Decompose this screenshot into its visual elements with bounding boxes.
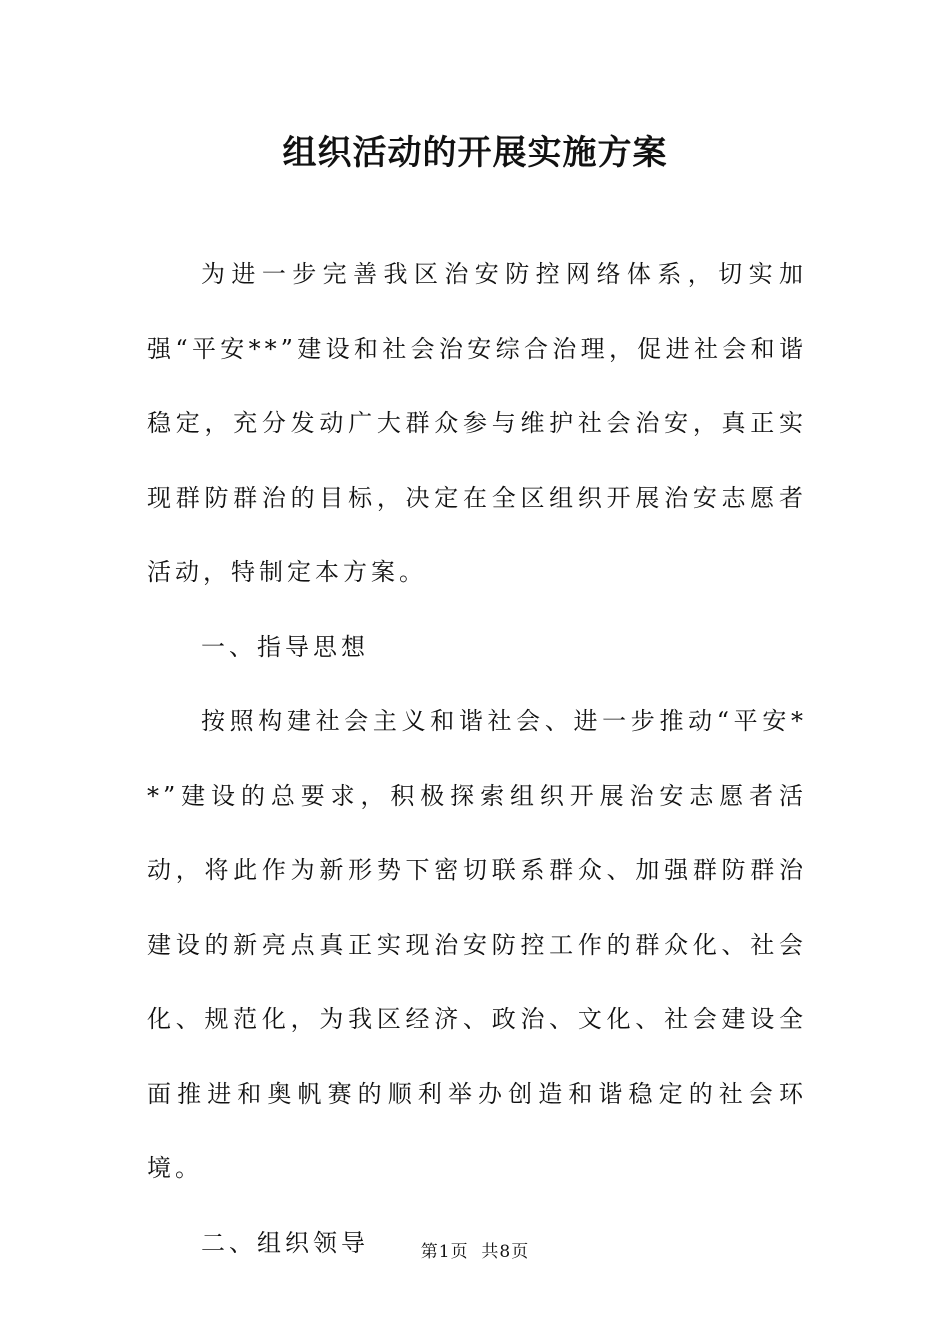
footer-spacer bbox=[469, 1242, 482, 1262]
guiding-ideology-paragraph: 按照构建社会主义和谐社会、进一步推动“平安**”建设的总要求，积极探索组织开展治安志愿者活动，将此作为新形势下密切联系群众、加强群防群治建设的新亮点真正实现治安防控工作的群众化、社会化、规范化，为我区经济、政治、文化、社会建设全面推进和奥帆赛的顺利举办创造和谐稳定的社会环境。 bbox=[147, 707, 807, 1182]
document-body bbox=[147, 237, 807, 1280]
page-footer bbox=[0, 1240, 950, 1264]
section-heading-organization-leadership: 二、组织领导 bbox=[201, 1228, 369, 1257]
intro-paragraph: 为进一步完善我区治安防控网络体系，切实加强“平安**”建设和社会治安综合治理，促进社会和谐稳定，充分发动广大群众参与维护社会治安，真正实现群防群治的目标，决定在全区组织开展治安志愿者活动，特制定本方案。 bbox=[147, 260, 807, 586]
page-number: 第1页 bbox=[420, 1242, 469, 1262]
document-title: 组织活动的开展实施方案 bbox=[282, 133, 668, 173]
page-total: 共8页 bbox=[481, 1242, 530, 1262]
section-heading-guiding-ideology: 一、指导思想 bbox=[201, 632, 369, 661]
